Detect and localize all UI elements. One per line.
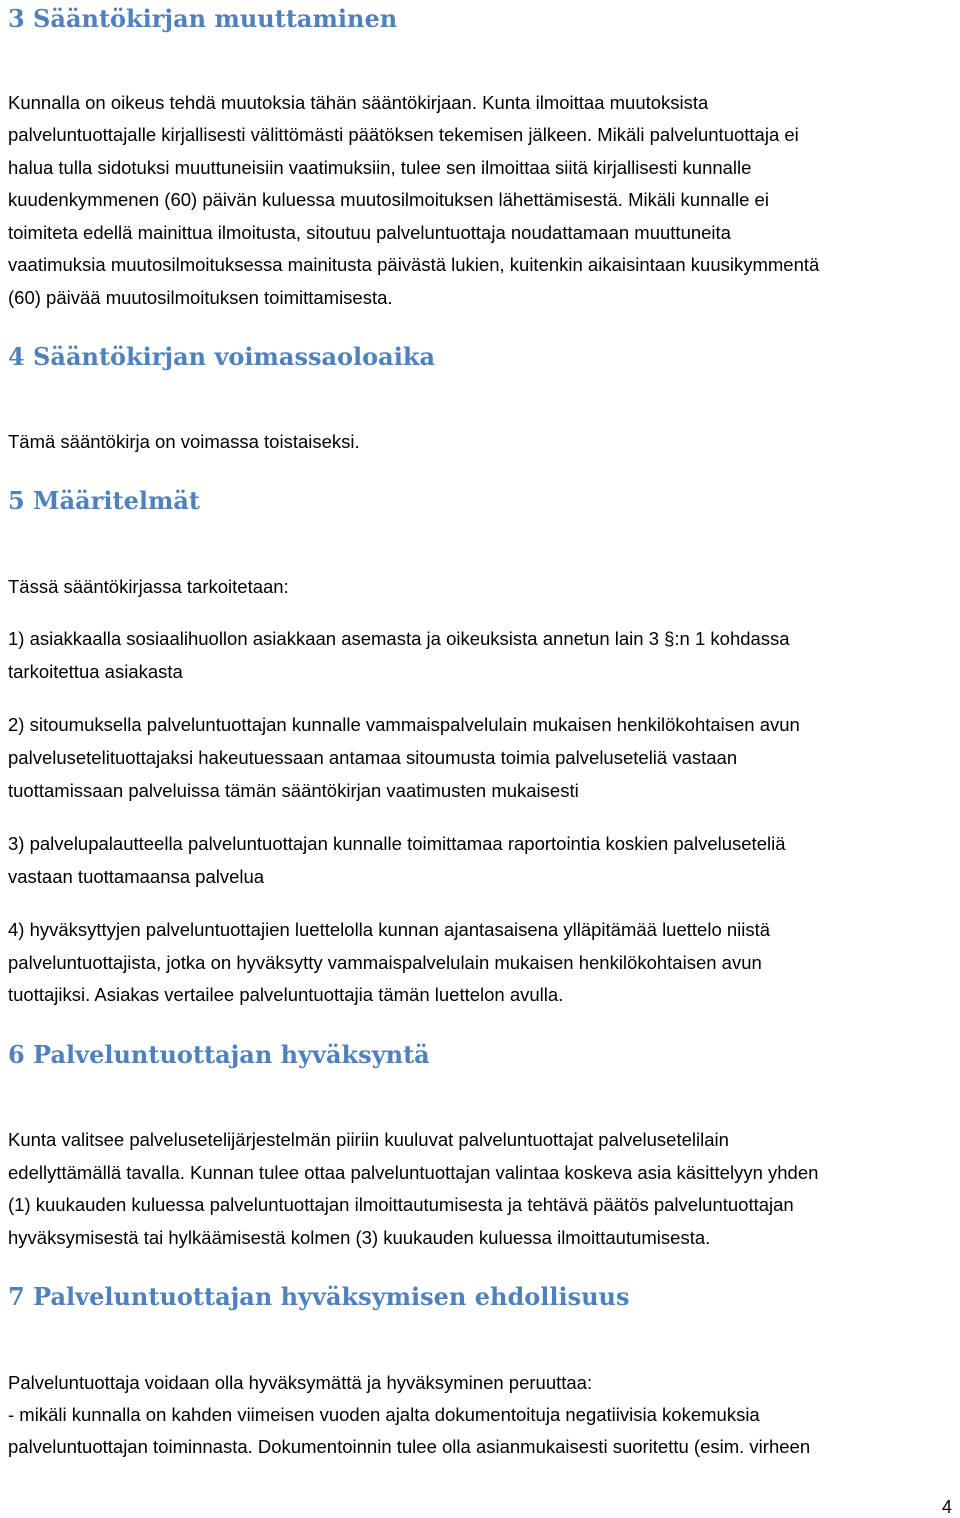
page-number: 4 — [941, 1497, 952, 1517]
definition-line: palvelusetelituottajaksi hakeutuessaan antamaa sitoumusta toimia palveluseteliä vastaan — [8, 747, 738, 768]
paragraph-line: Kunnalla on oikeus tehdä muutoksia tähän sääntökirjaan. Kunta ilmoittaa muutoksista — [8, 92, 709, 113]
paragraph-line: Tässä sääntökirjassa tarkoitetaan: — [8, 576, 289, 597]
paragraph-line: toimiteta edellä mainittua ilmoitusta, sitoutuu palveluntuottaja noudattamaan muuttuneita — [8, 222, 731, 243]
definition-line: 3) palvelupalautteella palveluntuottajan kunnalle toimittamaa raportointia koskien palveluseteliä — [8, 833, 786, 854]
paragraph-line: (1) kuukauden kuluessa palveluntuottajan ilmoittautumisesta ja tehtävä päätös palveluntuottajan — [8, 1194, 794, 1215]
paragraph-line: vaatimuksia muutosilmoituksessa mainitusta päivästä lukien, kuitenkin aikaisintaan kuusikymmentä — [8, 254, 820, 275]
paragraph-line: Kunta valitsee palvelusetelijärjestelmän piiriin kuuluvat palveluntuottajat palvelusetelilain — [8, 1129, 729, 1150]
section-heading-3: 3 Sääntökirjan muuttaminen — [8, 4, 398, 33]
paragraph-line: halua tulla sidotuksi muuttuneisiin vaatimuksiin, tulee sen ilmoittaa siitä kirjallisesti kunnalle — [8, 157, 752, 178]
paragraph-line: Palveluntuottaja voidaan olla hyväksymättä ja hyväksyminen peruuttaa: — [8, 1372, 593, 1393]
paragraph-line: hyväksymisestä tai hylkäämisestä kolmen (3) kuukauden kuluessa ilmoittautumisesta. — [8, 1227, 711, 1248]
definition-line: 4) hyväksyttyjen palveluntuottajien luettelolla kunnan ajantasaisena ylläpitämää luettelo niistä — [8, 919, 771, 940]
paragraph-line: Tämä sääntökirja on voimassa toistaiseksi. — [8, 431, 360, 452]
section-heading-5: 5 Määritelmät — [8, 486, 200, 515]
definition-line: tuottamissaan palveluissa tämän sääntökirjan vaatimusten mukaisesti — [8, 780, 579, 801]
list-item-line: - mikäli kunnalla on kahden viimeisen vuoden ajalta dokumentoituja negatiivisia kokemuksia — [8, 1404, 760, 1425]
definition-line: tarkoitettua asiakasta — [8, 661, 183, 682]
definition-line: tuottajiksi. Asiakas vertailee palveluntuottajia tämän luettelon avulla. — [8, 984, 564, 1005]
definition-line: palveluntuottajista, jotka on hyväksytty vammaispalvelulain mukaisen henkilökohtaisen avun — [8, 952, 762, 973]
paragraph-line: palveluntuottajalle kirjallisesti välittömästi päätöksen tekemisen jälkeen. Mikäli palveluntuottaja ei — [8, 124, 799, 145]
definition-line: vastaan tuottamaansa palvelua — [8, 866, 265, 887]
section-heading-7: 7 Palveluntuottajan hyväksymisen ehdollisuus — [8, 1282, 630, 1311]
list-item-line: palveluntuottajan toiminnasta. Dokumentoinnin tulee olla asianmukaisesti suoritettu (esim. virheen — [8, 1436, 811, 1457]
section-heading-4: 4 Sääntökirjan voimassaoloaika — [8, 342, 436, 371]
definition-line: 2) sitoumuksella palveluntuottajan kunnalle vammaispalvelulain mukaisen henkilökohtaisen avun — [8, 714, 800, 735]
section-heading-6: 6 Palveluntuottajan hyväksyntä — [8, 1040, 430, 1069]
paragraph-line: (60) päivää muutosilmoituksen toimittamisesta. — [8, 287, 393, 308]
paragraph-line: kuudenkymmenen (60) päivän kuluessa muutosilmoituksen lähettämisestä. Mikäli kunnalle ei — [8, 189, 769, 210]
paragraph-line: edellyttämällä tavalla. Kunnan tulee ottaa palveluntuottajan valintaa koskeva asia käsittelyyn yhden — [8, 1162, 819, 1183]
definition-line: 1) asiakkaalla sosiaalihuollon asiakkaan asemasta ja oikeuksista annetun lain 3 §:n 1 kohdassa — [8, 628, 790, 649]
